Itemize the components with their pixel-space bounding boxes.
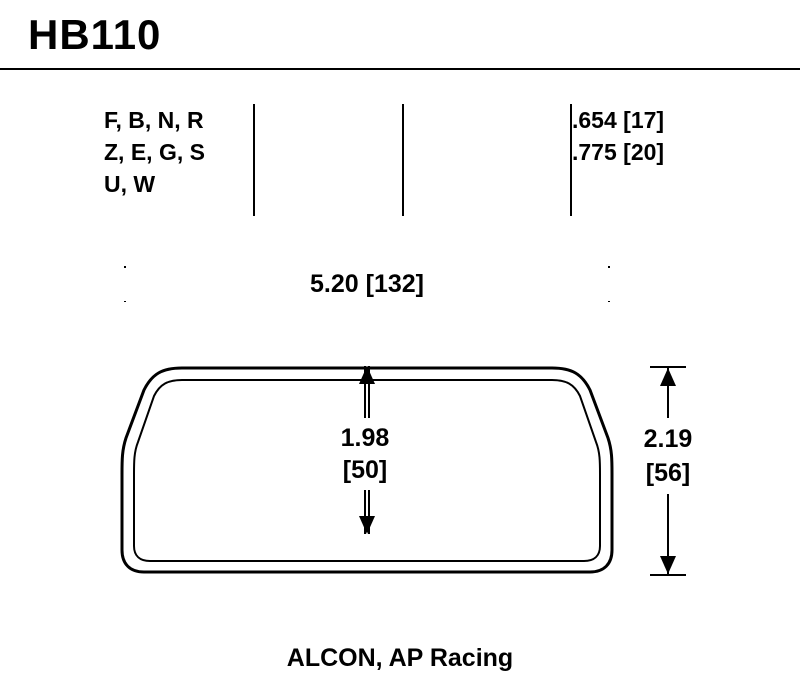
arrow-down-icon	[660, 556, 676, 574]
page-title: HB110	[28, 11, 162, 58]
compound-codes-line-1: F, B, N, R	[104, 107, 204, 133]
compound-codes-line-3: U, W	[104, 171, 156, 197]
inner-height-mm: [50]	[342, 456, 388, 484]
header-divider	[0, 68, 800, 70]
width-dimension-label: 5.20 [132]	[124, 268, 610, 301]
arrow-up-icon	[660, 368, 676, 386]
compound-codes	[104, 104, 304, 200]
column-divider-2	[402, 104, 404, 216]
thickness-line-2: .775 [20]	[572, 139, 665, 165]
height-mm: [56]	[645, 459, 691, 487]
height-inches: 2.19	[643, 425, 693, 453]
height-dimension-label	[618, 418, 718, 494]
inner-height-label	[300, 418, 430, 490]
thickness-values	[572, 104, 772, 168]
arrow-down-icon	[359, 516, 375, 534]
compound-codes-line-2: Z, E, G, S	[104, 139, 205, 165]
thickness-line-1: .654 [17]	[572, 107, 665, 133]
height-extension-bottom	[650, 574, 686, 576]
column-divider-1	[253, 104, 255, 216]
inner-height-inches: 1.98	[340, 424, 390, 452]
arrow-up-icon	[359, 366, 375, 384]
column-divider-3	[570, 104, 572, 216]
application-caption: ALCON, AP Racing	[286, 644, 514, 672]
